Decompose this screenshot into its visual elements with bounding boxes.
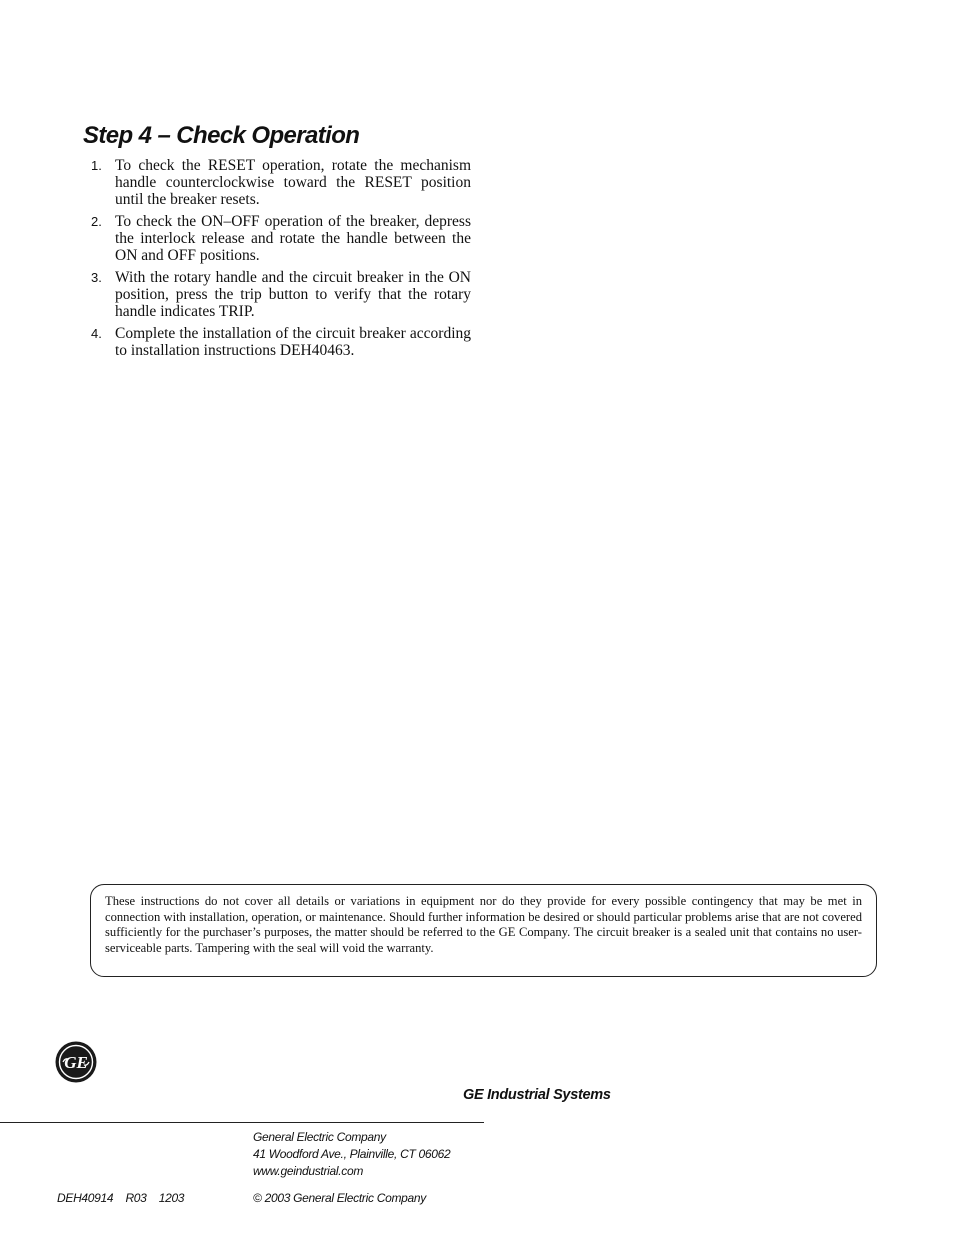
footer-divider xyxy=(0,1122,484,1123)
steps-list xyxy=(90,157,471,364)
ge-monogram-logo-icon xyxy=(55,1041,97,1083)
logo-text: GE xyxy=(64,1053,88,1072)
copyright-text: © 2003 General Electric Company xyxy=(253,1191,426,1205)
disclaimer-text: These instructions do not cover all details or variations in equipment nor do they provide for every possible contingency that may be met in connection with installation, operation, or maintenance. Should further information be desired or should particular problems arise that are not covered sufficiently for the purchaser’s purposes, the matter should be referred to the GE Company. The circuit breaker is a sealed unit that contains no user-serviceable parts. Tampering with the seal will void the warranty. xyxy=(105,894,862,956)
company-address xyxy=(253,1129,450,1180)
step-number: 4. xyxy=(91,326,102,341)
disclaimer-box xyxy=(90,884,877,977)
step-text: To check the RESET operation, rotate the mechanism handle counterclockwise toward the RESET position until the breaker resets. xyxy=(115,157,471,208)
step-text: To check the ON–OFF operation of the breaker, depress the interlock release and rotate the handle between the ON and OFF positions. xyxy=(115,213,471,264)
website-link[interactable]: www.geindustrial.com xyxy=(253,1164,364,1178)
step-number: 3. xyxy=(91,270,102,285)
step-number: 1. xyxy=(91,158,102,173)
section-heading: Step 4 – Check Operation xyxy=(83,122,360,149)
step-number: 2. xyxy=(91,214,102,229)
step-text: With the rotary handle and the circuit breaker in the ON position, press the trip button to verify that the rotary handle indicates TRIP. xyxy=(115,269,471,320)
address-line: General Electric Company xyxy=(253,1130,386,1144)
step-text: Complete the installation of the circuit breaker according to installation instructions DEH40463. xyxy=(115,325,471,359)
company-title: GE Industrial Systems xyxy=(463,1087,611,1103)
list-item xyxy=(90,213,471,264)
address-line: 41 Woodford Ave., Plainville, CT 06062 xyxy=(253,1147,451,1161)
list-item xyxy=(90,325,471,359)
document-number: DEH40914 R03 1203 xyxy=(57,1191,185,1205)
list-item xyxy=(90,269,471,320)
list-item xyxy=(90,157,471,208)
